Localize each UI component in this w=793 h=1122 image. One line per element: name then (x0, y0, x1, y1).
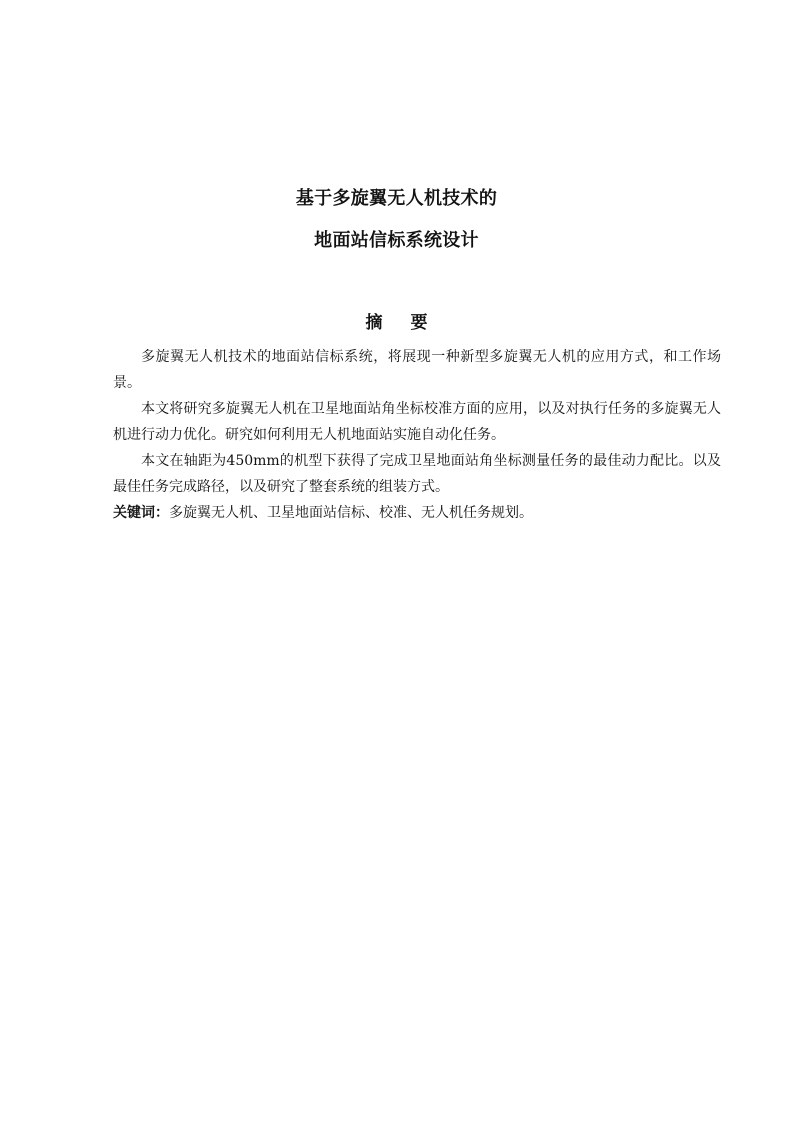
keywords-line (113, 500, 721, 526)
keywords-label: 关键词： (113, 505, 169, 521)
abstract-paragraph-3: 本文在轴距为450mm的机型下获得了完成卫星地面站角坐标测量任务的最佳动力配比。以及最佳任务完成路径，以及研究了整套系统的组装方式。 (113, 453, 721, 495)
abstract-paragraph-1: 多旋翼无人机技术的地面站信标系统，将展现一种新型多旋翼无人机的应用方式，和工作场景。 (113, 349, 721, 391)
abstract-body (113, 344, 721, 526)
abstract-heading-char-1: 摘 (365, 313, 383, 333)
keywords-text: 多旋翼无人机、卫星地面站信标、校准、无人机任务规划。 (169, 505, 533, 521)
abstract-heading-char-2: 要 (410, 313, 428, 333)
title-line-2: 地面站信标系统设计 (314, 230, 479, 251)
abstract-heading (0, 312, 793, 334)
title-line-1: 基于多旋翼无人机技术的 (295, 188, 498, 209)
abstract-paragraph-2: 本文将研究多旋翼无人机在卫星地面站角坐标校准方面的应用，以及对执行任务的多旋翼无人机进行动力优化。研究如何利用无人机地面站实施自动化任务。 (113, 401, 721, 443)
